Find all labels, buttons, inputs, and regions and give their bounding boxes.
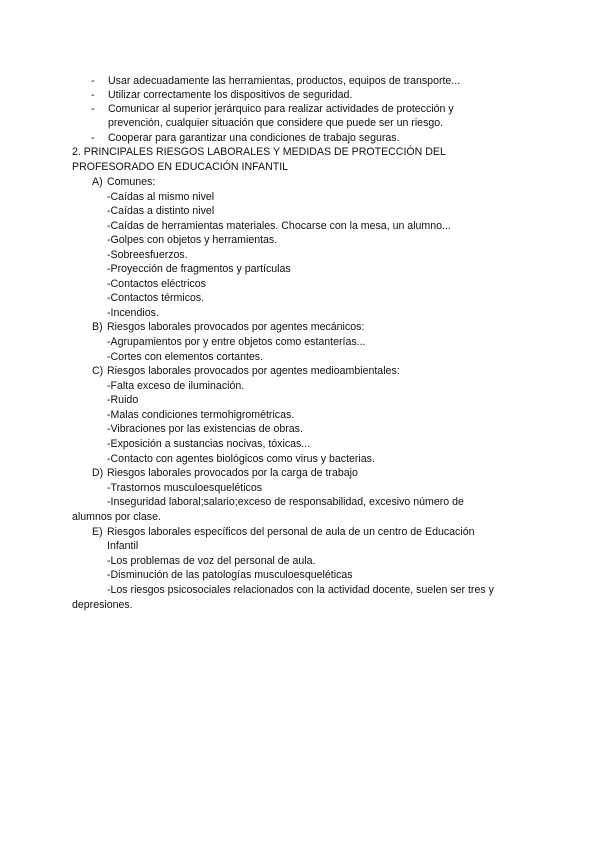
list-item: -Vibraciones por las existencias de obras. [107,423,303,435]
list-item: -Agrupamientos por y entre objetos como estanterías... [107,336,366,348]
list-item: -Los problemas de voz del personal de aula. [107,555,316,567]
bullet-marker: - [91,103,95,115]
list-item: -Trastornos musculoesqueléticos [107,482,263,494]
list-item: -Contactos eléctricos [107,278,206,290]
bullet-marker: - [91,75,95,87]
list-item-continued: depresiones. [72,599,133,611]
bullet-text: Cooperar para garantizar una condiciones de trabajo seguras. [108,132,400,144]
section-title: Riesgos laborales provocados por la carga de trabajo [107,467,358,479]
section-letter: B) [92,321,103,333]
section-title: Riesgos laborales provocados por agentes medioambientales: [107,365,400,377]
bullet-text: Utilizar correctamente los dispositivos de seguridad. [108,89,353,101]
bullet-text: Usar adecuadamente las herramientas, productos, equipos de transporte... [108,75,461,87]
list-item: -Cortes con elementos cortantes. [107,351,264,363]
list-item: -Caídas al mismo nivel [107,191,215,203]
section-letter: E) [92,526,103,538]
section-title-continued: Infantil [107,540,139,552]
section-heading: 2. PRINCIPALES RIESGOS LABORALES Y MEDIDAS DE PROTECCIÓN DEL [72,146,446,158]
bullet-text: Comunicar al superior jerárquico para realizar actividades de protección y [108,103,454,115]
list-item: -Incendios. [107,307,159,319]
bullet-marker: - [91,132,95,144]
section-heading-continued: PROFESORADO EN EDUCACIÓN INFANTIL [72,161,289,173]
list-item: -Exposición a sustancias nocivas, tóxicas... [107,438,311,450]
section-letter: C) [92,365,104,377]
section-title: Riesgos laborales específicos del personal de aula de un centro de Educación [107,526,475,538]
list-item: -Disminución de las patologías musculoesqueléticas [107,569,353,581]
list-item: -Los riesgos psicosociales relacionados con la actividad docente, suelen ser tres y [107,584,494,596]
section-letter: D) [92,467,104,479]
bullet-text-continued: prevención, cualquier situación que considere que puede ser un riesgo. [108,117,444,129]
list-item: -Sobreesfuerzos. [107,249,188,261]
list-item: -Caídas a distinto nivel [107,205,215,217]
list-item: -Caídas de herramientas materiales. Chocarse con la mesa, un alumno... [107,220,451,232]
list-item: -Proyección de fragmentos y partículas [107,263,291,275]
list-item: -Contactos térmicos. [107,292,205,304]
section-title: Comunes: [107,176,156,188]
list-item: -Malas condiciones termohigrométricas. [107,409,295,421]
section-letter: A) [92,176,103,188]
bullet-marker: - [91,89,95,101]
list-item: -Contacto con agentes biológicos como virus y bacterias. [107,453,375,465]
list-item: -Golpes con objetos y herramientas. [107,234,278,246]
list-item-continued: alumnos por clase. [72,511,161,523]
list-item: -Inseguridad laboral;salario;exceso de responsabilidad, excesivo número de [107,496,464,508]
list-item: -Ruido [107,394,139,406]
section-title: Riesgos laborales provocados por agentes mecánicos: [107,321,365,333]
list-item: -Falta exceso de iluminación. [107,380,245,392]
